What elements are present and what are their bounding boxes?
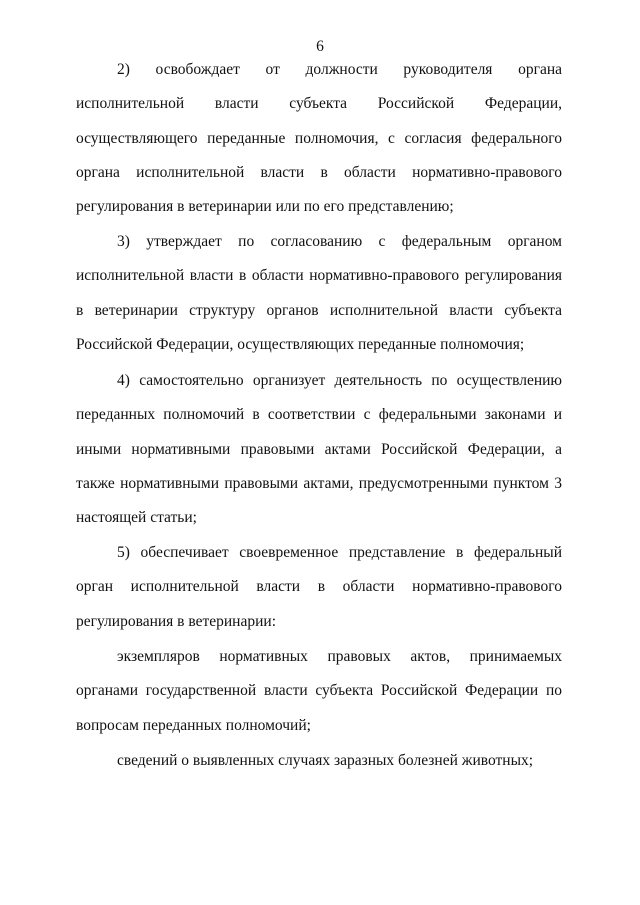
- paragraph-item-2: 2) освобождает от должности руководителя органа исполнительной власти субъекта Российской Федерации, осуществляющего переданные полномочия, с согласия федерального органа исполнительной власти в области нормативно-правового регулирования в ветеринарии или по его представлению;: [76, 61, 562, 216]
- paragraph-item-3: 3) утверждает по согласованию с федеральным органом исполнительной власти в области нормативно-правового регулирования в ветеринарии структуру органов исполнительной власти субъекта Российской Федерации, осуществляющих переданные полномочия;: [76, 233, 562, 353]
- paragraph-disease-cases: сведений о выявленных случаях заразных болезней животных;: [117, 752, 534, 769]
- paragraph-item-5: 5) обеспечивает своевременное представление в федеральный орган исполнительной власти в области нормативно-правового регулирования в ветеринарии:: [76, 544, 562, 630]
- page-number: 6: [316, 38, 324, 55]
- paragraph-legal-acts-copies: экземпляров нормативных правовых актов, принимаемых органами государственной власти субъекта Российской Федерации по вопросам переданных полномочий;: [76, 648, 562, 734]
- paragraph-item-4: 4) самостоятельно организует деятельность по осуществлению переданных полномочий в соответствии с федеральными законами и иными нормативными правовыми актами Российской Федерации, а также нормативными правовыми актами, предусмотренными пунктом 3 настоящей статьи;: [76, 372, 562, 527]
